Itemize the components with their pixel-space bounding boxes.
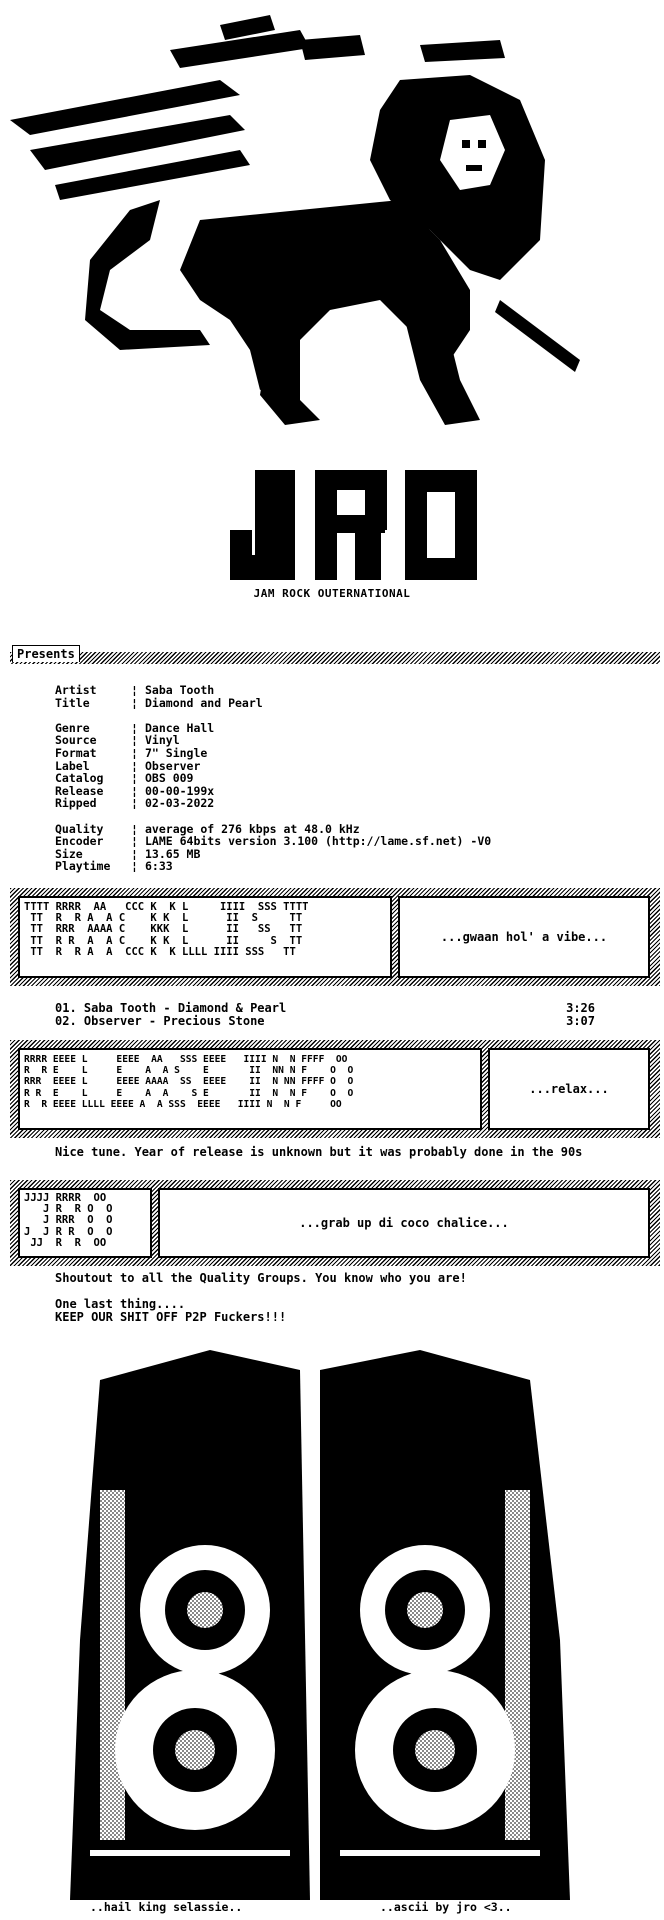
track-title: 02. Observer - Precious Stone: [55, 1013, 265, 1028]
info-key: Catalog: [55, 771, 104, 786]
info-spacer: [55, 709, 491, 722]
info-value: 6:33: [145, 859, 173, 874]
info-value: 7" Single: [145, 745, 208, 760]
info-value: 00-00-199x: [145, 783, 215, 798]
release-note: Nice tune. Year of release is unknown but it was probably done in the 90s: [55, 1145, 583, 1159]
info-row-genre: [55, 722, 491, 735]
info-row-source: [55, 734, 491, 747]
info-row-size: [55, 848, 491, 861]
info-row-format: [55, 747, 491, 760]
info-key: Title: [55, 695, 90, 710]
speakers-ascii-art: [60, 1340, 620, 1905]
track-title: 01. Saba Tooth - Diamond & Pearl: [55, 1001, 287, 1015]
tracklist-vibe-box: [398, 896, 650, 978]
info-separator: ¦: [131, 846, 138, 861]
info-value: Dance Hall: [145, 720, 215, 735]
info-key: Genre: [55, 720, 90, 735]
release-info-list: [55, 684, 491, 873]
warning-text: KEEP OUR SHIT OFF P2P Fuckers!!!: [55, 1310, 287, 1324]
info-row-release: [55, 785, 491, 798]
info-key: Quality: [55, 821, 104, 836]
info-value: average of 276 kbps at 48.0 kHz: [145, 821, 360, 836]
info-key: Artist: [55, 683, 97, 697]
footer-left: ..hail king selassie..: [90, 1900, 243, 1914]
release-info-ascii-word: RRRR EEEE L EEEE AA SSS EEEE IIII N N FFFF OO R R E L E A A S E II NN N F O O RRR EEEE L EEEE AAAA SS EEEE II N NN FFFF O O R R E L E A A S E II N N F O O R R EEEE LLLL EEEE A A SSS EEEE IIII N N F OO: [24, 1054, 354, 1110]
info-key: Label: [55, 758, 90, 773]
info-row-playtime: [55, 860, 491, 873]
tracklist-vibe-text: ...gwaan hol' a vibe...: [440, 930, 608, 944]
last-thing-text: One last thing....: [55, 1297, 186, 1311]
shoutout-text: Shoutout to all the Quality Groups. You know who you are!: [55, 1271, 467, 1285]
logo-text: JRO: [0, 445, 29, 464]
tracklist-ascii-box: [18, 896, 392, 978]
track-time: 3:26: [566, 1001, 595, 1015]
info-value: LAME 64bits version 3.100 (http://lame.sf.net) -V0: [145, 834, 492, 849]
info-row-title: [55, 697, 491, 710]
info-value: 13.65 MB: [145, 846, 201, 861]
track-time: 3:07: [566, 1013, 595, 1028]
jro-vibe-text: ...grab up di coco chalice...: [299, 1216, 509, 1230]
lion-ascii-art: [0, 0, 664, 440]
info-separator: ¦: [131, 859, 138, 874]
info-separator: ¦: [131, 720, 138, 735]
info-separator: ¦: [131, 834, 138, 849]
info-separator: ¦: [131, 821, 138, 836]
track-item: [55, 1002, 595, 1015]
info-row-label: [55, 760, 491, 773]
info-separator: ¦: [131, 733, 138, 748]
info-separator: ¦: [131, 771, 138, 786]
release-info-vibe-box: [488, 1048, 650, 1130]
info-row-encoder: [55, 835, 491, 848]
track-item: [55, 1015, 595, 1028]
jro-ascii-box: [18, 1188, 152, 1258]
info-row-ripped: [55, 797, 491, 810]
jro-ascii-word: JJJJ RRRR OO J R R O O J RRR O O J J R R O O JJ R R OO: [24, 1192, 113, 1249]
tracklist: [55, 1002, 595, 1027]
info-row-catalog: [55, 772, 491, 785]
info-separator: ¦: [131, 758, 138, 773]
release-info-vibe-text: ...relax...: [529, 1082, 609, 1096]
info-separator: ¦: [131, 695, 138, 710]
info-value: Saba Tooth: [145, 683, 215, 697]
info-key: Encoder: [55, 834, 104, 849]
info-separator: ¦: [131, 745, 138, 760]
info-key: Size: [55, 846, 83, 861]
info-separator: ¦: [131, 796, 138, 811]
info-row-artist: [55, 684, 491, 697]
info-separator: ¦: [131, 783, 138, 798]
info-value: Observer: [145, 758, 201, 773]
info-spacer: [55, 810, 491, 823]
info-key: Playtime: [55, 859, 111, 874]
info-key: Source: [55, 733, 97, 748]
info-separator: ¦: [131, 683, 138, 697]
release-info-ascii-box: [18, 1048, 482, 1130]
tracklist-ascii-word: TTTT RRRR AA CCC K K L IIII SSS TTTT TT R R A A C K K L II S TT TT RRR AAAA C KKK L II SS TT TT R R A A C K K L II S TT TT R R A A CCC K K LLLL IIII SSS TT: [24, 901, 309, 958]
info-value: 02-03-2022: [145, 796, 215, 811]
presents-divider: [10, 652, 660, 664]
info-key: Release: [55, 783, 104, 798]
footer-right: ..ascii by jro <3..: [380, 1900, 512, 1914]
info-value: Diamond and Pearl: [145, 695, 263, 710]
info-key: Format: [55, 745, 97, 760]
jro-vibe-box: [158, 1188, 650, 1258]
presents-label: Presents: [12, 645, 80, 662]
jro-logo: [0, 445, 664, 600]
info-key: Ripped: [55, 796, 97, 811]
tagline: JAM ROCK OUTERNATIONAL: [253, 587, 411, 600]
info-value: Vinyl: [145, 733, 180, 748]
info-value: OBS 009: [145, 771, 194, 786]
